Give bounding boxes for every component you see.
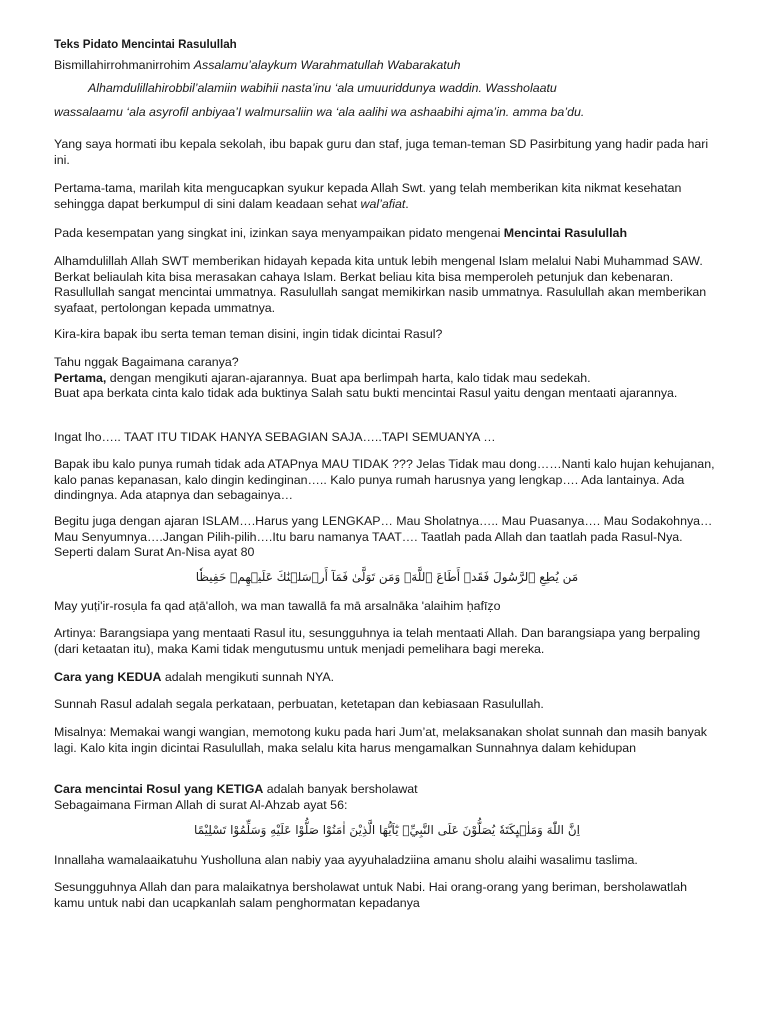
cara-pertama-label: Pertama, [54,370,107,385]
document-title: Teks Pidato Mencintai Rasulullah [54,38,237,51]
paragraph-hormat: Yang saya hormati ibu kepala sekolah, ibu bapak guru dan staf, juga teman-teman SD Pasirbitung yang hadir pada hari ini. [54,137,709,167]
paragraph-kesempatan [54,226,720,242]
caranya-question: Tahu nggak Bagaimana caranya? [54,355,239,369]
salam-text: Assalamu’alaykum Warahmatullah Wabarakatuh [193,58,461,72]
cara-ketiga [54,782,720,798]
transliteration-an-nisa: May yuṭi'ir-rosụla fa qad aṭā'alloh, wa man tawallā fa mā arsalnāka 'alaihim ḥafīẓo [54,599,501,613]
cara-ketiga-label: Cara mencintai Rosul yang KETIGA [54,782,264,796]
paragraph-kedua [54,670,720,686]
syukur-end: . [405,196,409,211]
bismillah-text: Bismillahirrohmanirrohim [54,58,194,72]
paragraph-rumah: Bapak ibu kalo punya rumah tidak ada ATAPnya MAU TIDAK ??? Jelas Tidak mau dong……Nanti kalo hujan kehujanan, kalo panas kepanasan, kalo dingin kedinginan….. Kalo punya rumah harusnya yang lengkap…. Ada lantainya. Ada dindingnya. Ada atapnya dan sebagainya… [54,457,715,502]
arabic-verse-al-ahzab: اِنَّ اللّٰهَ وَمَلٰۤىِٕكَتَهٗ يُصَلُّوْنَ عَلَى النَّبِيِّۗ يٰٓاَيُّهَا الَّذِيْنَ اٰمَنُوْا صَلُّوْا عَلَيْهِ وَسَلِّمُوْا تَسْلِيْمًا [194,823,580,837]
paragraph-misalnya: Misalnya: Memakai wangi wangian, memotong kuku pada hari Jum’at, melaksanakan sholat sunnah dan masih banyak lagi. Kalo kita ingin dicintai Rasulullah, maka selalu kita harus mengamalkan Sunnahnya dalam kehidupan [54,725,707,755]
cara-kedua-text: adalah mengikuti sunnah NYA. [161,670,335,684]
al-ahzab-reference: Sebagaimana Firman Allah di surat Al-Ahzab ayat 56: [54,797,348,812]
syukur-italic: wal’afiat [360,196,406,211]
paragraph-hidayah: Alhamdulillah Allah SWT memberikan hidayah kepada kita untuk lebih mengenal Islam melalui Nabi Muhammad SAW. Berkat beliaulah kita bisa merasakan cahaya Islam. Berkat beliau kita bisa memperoleh petunjuk dan kebenaran. Rasullullah sangat mencintai ummatnya. Rasulullah sangat memikirkan nasib ummatnya. Rasulullah akan memberikan syafaat, pertolongan kepada ummatnya. [54,254,707,315]
paragraph-sesungguhnya: Sesungguhnya Allah dan para malaikatnya bersholawat untuk Nabi. Hai orang-orang yang beriman, bersholawatlah kamu untuk nabi dan ucapkanlah salam penghormatan kepadanya [54,880,688,910]
paragraph-artinya: Artinya: Barangsiapa yang mentaati Rasul itu, sesungguhnya ia telah mentaati Allah. Dan barangsiapa yang berpaling (dari ketaatan itu), maka Kami tidak mengutusmu untuk menjadi pemelihara bagi mereka. [54,626,701,656]
speech-topic: Mencintai Rasulullah [503,226,628,240]
sholawat-text: wassalaamu ‘ala asyrofil anbiyaa’I walmursaliin wa ‘ala aalihi wa ashaabihi ajma’in. amma ba’du. [54,105,585,119]
greeting-line [54,58,461,74]
cara-pertama-text: dengan mengikuti ajaran-ajarannya. Buat apa berlimpah harta, kalo tidak mau sedekah. [106,370,591,385]
paragraph-ingat: Ingat lho….. TAAT ITU TIDAK HANYA SEBAGIAN SAJA…..TAPI SEMUANYA … [54,430,496,444]
paragraph-kirakira: Kira-kira bapak ibu serta teman teman disini, ingin tidak dicintai Rasul? [54,327,443,341]
paragraph-caranya [54,355,720,402]
kesempatan-text: Pada kesempatan yang singkat ini, izinkan saya menyampaikan pidato mengenai [54,226,504,240]
caranya-bukti: Buat apa berkata cinta kalo tidak ada buktinya Salah satu bukti mencintai Rasul yaitu dengan mentaati ajarannya. [54,386,678,400]
opening-sholawat-line [54,105,584,121]
paragraph-syukur [54,181,720,212]
transliteration-al-ahzab: Innallaha wamalaaikatuhu Yusholluna alan nabiy yaa ayyuhaladziina amanu sholu alaihi wasalimu taslima. [54,853,638,867]
syukur-text: Pertama-tama, marilah kita mengucapkan syukur kepada Allah Swt. yang telah memberikan kita nikmat kesehatan sehingga dapat berkumpul di sini dalam keadaan sehat [54,181,682,211]
cara-pertama [54,371,720,387]
paragraph-sunnah: Sunnah Rasul adalah segala perkataan, perbuatan, ketetapan dan kebiasaan Rasulullah. [54,697,544,711]
cara-ketiga-text: adalah banyak bersholawat [263,782,418,796]
paragraph-ketiga [54,782,720,813]
cara-kedua-label: Cara yang KEDUA [54,670,162,684]
praise-text: Alhamdulillahirobbil’alamiin wabihii nasta’inu ‘ala umuuriddunya waddin. Wassholaatu [88,81,557,95]
opening-praise-line [88,81,557,97]
paragraph-begitu: Begitu juga dengan ajaran ISLAM….Harus yang LENGKAP… Mau Sholatnya….. Mau Puasanya…. Mau Sodakohnya…Mau Senyumnya….Jangan Pilih-pilih….Itu baru namanya TAAT…. Taatlah pada Allah dan taatlah pada Rasul-Nya. Seperti dalam Surat An-Nisa ayat 80 [54,514,713,559]
arabic-verse-an-nisa: مَن يُطِعِ ٱلرَّسُولَ فَقَدۡ أَطَاعَ ٱللَّهَۖ وَمَن تَوَلَّىٰ فَمَآ أَرۡسَلۡنَٰكَ عَلَيۡهِمۡ حَفِيظٗا [195,570,579,584]
